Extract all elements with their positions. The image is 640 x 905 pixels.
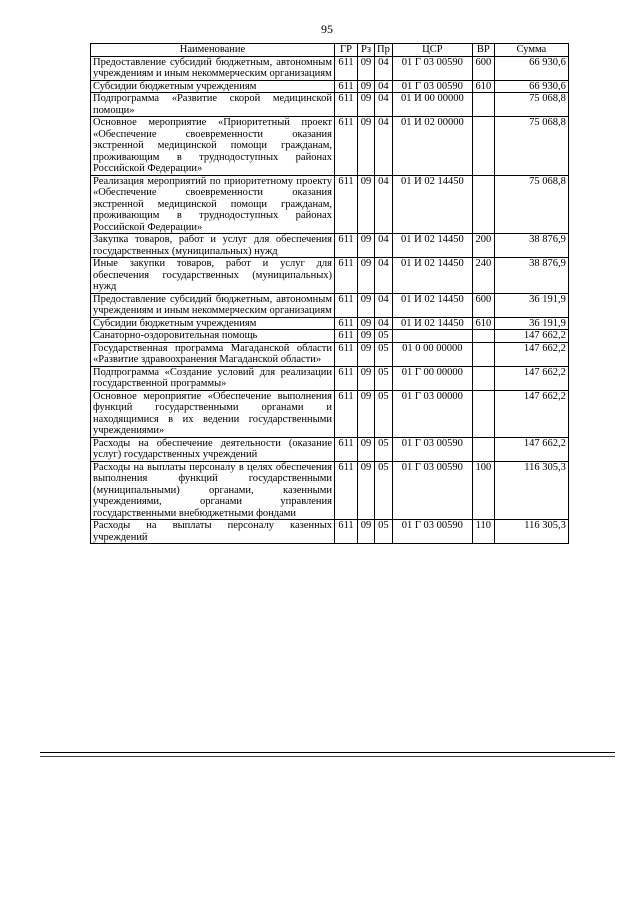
cell-sum: 116 305,3 <box>494 520 568 544</box>
cell-pr: 04 <box>375 56 393 80</box>
cell-pr: 04 <box>375 293 393 317</box>
cell-vr: 200 <box>472 234 494 258</box>
cell-vr: 100 <box>472 461 494 520</box>
cell-csr: 01 И 02 14450 <box>392 234 472 258</box>
cell-pr: 04 <box>375 93 393 117</box>
cell-pr: 05 <box>375 342 393 366</box>
cell-pr: 05 <box>375 330 393 343</box>
cell-rz: 09 <box>358 366 375 390</box>
budget-table <box>90 43 569 544</box>
table-row <box>91 317 569 330</box>
cell-gr: 611 <box>335 175 358 234</box>
table-row <box>91 175 569 234</box>
cell-vr <box>472 175 494 234</box>
cell-pr: 04 <box>375 175 393 234</box>
cell-name: Расходы на выплаты персоналу в целях обеспечения выполнения функций государственными (муниципальными) органами, казенными учреждениями, органами управления государственными внебюджетными фондами <box>91 461 335 520</box>
cell-name: Государственная программа Магаданской области «Развитие здравоохранения Магаданской области» <box>91 342 335 366</box>
cell-csr: 01 Г 03 00590 <box>392 461 472 520</box>
cell-pr: 05 <box>375 366 393 390</box>
cell-gr: 611 <box>335 330 358 343</box>
cell-name: Иные закупки товаров, работ и услуг для обеспечения государственных (муниципальных) нужд <box>91 258 335 294</box>
cell-pr: 05 <box>375 390 393 437</box>
cell-rz: 09 <box>358 390 375 437</box>
cell-pr: 04 <box>375 80 393 93</box>
cell-sum: 147 662,2 <box>494 366 568 390</box>
cell-csr: 01 И 00 00000 <box>392 93 472 117</box>
header-name: Наименование <box>91 44 335 57</box>
cell-name: Закупка товаров, работ и услуг для обеспечения государственных (муниципальных) нужд <box>91 234 335 258</box>
cell-gr: 611 <box>335 390 358 437</box>
header-sum: Сумма <box>494 44 568 57</box>
cell-rz: 09 <box>358 80 375 93</box>
cell-name: Субсидии бюджетным учреждениям <box>91 80 335 93</box>
cell-name: Расходы на выплаты персоналу казенных учреждений <box>91 520 335 544</box>
cell-gr: 611 <box>335 293 358 317</box>
cell-gr: 611 <box>335 317 358 330</box>
cell-vr: 610 <box>472 317 494 330</box>
cell-csr: 01 Г 03 00590 <box>392 56 472 80</box>
cell-csr: 01 И 02 14450 <box>392 175 472 234</box>
cell-rz: 09 <box>358 317 375 330</box>
cell-name: Субсидии бюджетным учреждениям <box>91 317 335 330</box>
cell-gr: 611 <box>335 342 358 366</box>
footer-rule-thin <box>40 756 615 757</box>
cell-vr <box>472 366 494 390</box>
cell-sum: 38 876,9 <box>494 258 568 294</box>
cell-rz: 09 <box>358 175 375 234</box>
header-vr: ВР <box>472 44 494 57</box>
page-number: 95 <box>321 22 333 36</box>
cell-pr: 04 <box>375 234 393 258</box>
cell-vr <box>472 330 494 343</box>
cell-sum: 116 305,3 <box>494 461 568 520</box>
cell-gr: 611 <box>335 93 358 117</box>
table-row <box>91 258 569 294</box>
header-pr: Пр <box>375 44 393 57</box>
table-header-row <box>91 44 569 57</box>
cell-gr: 611 <box>335 117 358 176</box>
cell-name: Основное мероприятие «Обеспечение выполнения функций государственными органами и находящимися в их ведении государственными учреждениями» <box>91 390 335 437</box>
cell-sum: 75 068,8 <box>494 117 568 176</box>
cell-sum: 36 191,9 <box>494 317 568 330</box>
cell-rz: 09 <box>358 330 375 343</box>
cell-rz: 09 <box>358 342 375 366</box>
cell-name: Реализация мероприятий по приоритетному проекту «Обеспечение своевременности оказания экстренной медицинской помощи гражданам, проживающим в труднодоступных районах Российской Федерации» <box>91 175 335 234</box>
table-row <box>91 366 569 390</box>
cell-csr: 01 И 02 14450 <box>392 317 472 330</box>
cell-rz: 09 <box>358 56 375 80</box>
cell-csr: 01 И 02 14450 <box>392 258 472 294</box>
cell-csr: 01 И 02 14450 <box>392 293 472 317</box>
cell-csr: 01 Г 03 00590 <box>392 80 472 93</box>
cell-gr: 611 <box>335 258 358 294</box>
cell-vr <box>472 390 494 437</box>
cell-sum: 36 191,9 <box>494 293 568 317</box>
cell-vr: 600 <box>472 56 494 80</box>
cell-csr: 01 И 02 00000 <box>392 117 472 176</box>
cell-vr <box>472 93 494 117</box>
cell-name: Подпрограмма «Развитие скорой медицинской помощи» <box>91 93 335 117</box>
cell-csr: 01 Г 03 00590 <box>392 520 472 544</box>
cell-gr: 611 <box>335 461 358 520</box>
cell-name: Предоставление субсидий бюджетным, автономным учреждениям и иным некоммерческим организациям <box>91 56 335 80</box>
cell-name: Основное мероприятие «Приоритетный проект «Обеспечение своевременности оказания экстренной медицинской помощи гражданам, проживающим в труднодоступных районах Российской Федерации» <box>91 117 335 176</box>
cell-vr <box>472 437 494 461</box>
cell-gr: 611 <box>335 366 358 390</box>
table-row <box>91 520 569 544</box>
cell-rz: 09 <box>358 258 375 294</box>
table-row <box>91 330 569 343</box>
cell-rz: 09 <box>358 520 375 544</box>
cell-pr: 04 <box>375 117 393 176</box>
table-row <box>91 80 569 93</box>
cell-sum: 66 930,6 <box>494 80 568 93</box>
cell-sum: 75 068,8 <box>494 175 568 234</box>
cell-sum: 147 662,2 <box>494 437 568 461</box>
cell-pr: 05 <box>375 461 393 520</box>
table-row <box>91 390 569 437</box>
cell-gr: 611 <box>335 80 358 93</box>
cell-pr: 04 <box>375 317 393 330</box>
header-csr: ЦСР <box>392 44 472 57</box>
cell-vr <box>472 342 494 366</box>
cell-gr: 611 <box>335 234 358 258</box>
cell-sum: 147 662,2 <box>494 330 568 343</box>
cell-gr: 611 <box>335 56 358 80</box>
cell-rz: 09 <box>358 437 375 461</box>
cell-vr: 610 <box>472 80 494 93</box>
cell-sum: 147 662,2 <box>494 342 568 366</box>
cell-csr: 01 Г 00 00000 <box>392 366 472 390</box>
table-row <box>91 117 569 176</box>
table-row <box>91 93 569 117</box>
cell-sum: 75 068,8 <box>494 93 568 117</box>
table-row <box>91 56 569 80</box>
cell-name: Подпрограмма «Создание условий для реализации государственной программы» <box>91 366 335 390</box>
cell-vr: 240 <box>472 258 494 294</box>
cell-csr: 01 0 00 00000 <box>392 342 472 366</box>
cell-pr: 05 <box>375 437 393 461</box>
cell-sum: 147 662,2 <box>494 390 568 437</box>
cell-vr <box>472 117 494 176</box>
cell-vr: 110 <box>472 520 494 544</box>
header-rz: Рз <box>358 44 375 57</box>
cell-csr: 01 Г 03 00590 <box>392 437 472 461</box>
table-row <box>91 293 569 317</box>
table-row <box>91 437 569 461</box>
cell-sum: 38 876,9 <box>494 234 568 258</box>
cell-gr: 611 <box>335 437 358 461</box>
cell-rz: 09 <box>358 461 375 520</box>
cell-name: Расходы на обеспечение деятельности (оказание услуг) государственных учреждений <box>91 437 335 461</box>
table-row <box>91 461 569 520</box>
cell-name: Санаторно-оздоровительная помощь <box>91 330 335 343</box>
cell-csr: 01 Г 03 00000 <box>392 390 472 437</box>
cell-pr: 04 <box>375 258 393 294</box>
cell-sum: 66 930,6 <box>494 56 568 80</box>
cell-rz: 09 <box>358 234 375 258</box>
header-gr: ГР <box>335 44 358 57</box>
cell-pr: 05 <box>375 520 393 544</box>
cell-rz: 09 <box>358 117 375 176</box>
cell-gr: 611 <box>335 520 358 544</box>
cell-name: Предоставление субсидий бюджетным, автономным учреждениям и иным некоммерческим организациям <box>91 293 335 317</box>
cell-rz: 09 <box>358 293 375 317</box>
cell-vr: 600 <box>472 293 494 317</box>
cell-csr <box>392 330 472 343</box>
table-row <box>91 234 569 258</box>
table-row <box>91 342 569 366</box>
cell-rz: 09 <box>358 93 375 117</box>
footer-rule <box>40 752 615 753</box>
